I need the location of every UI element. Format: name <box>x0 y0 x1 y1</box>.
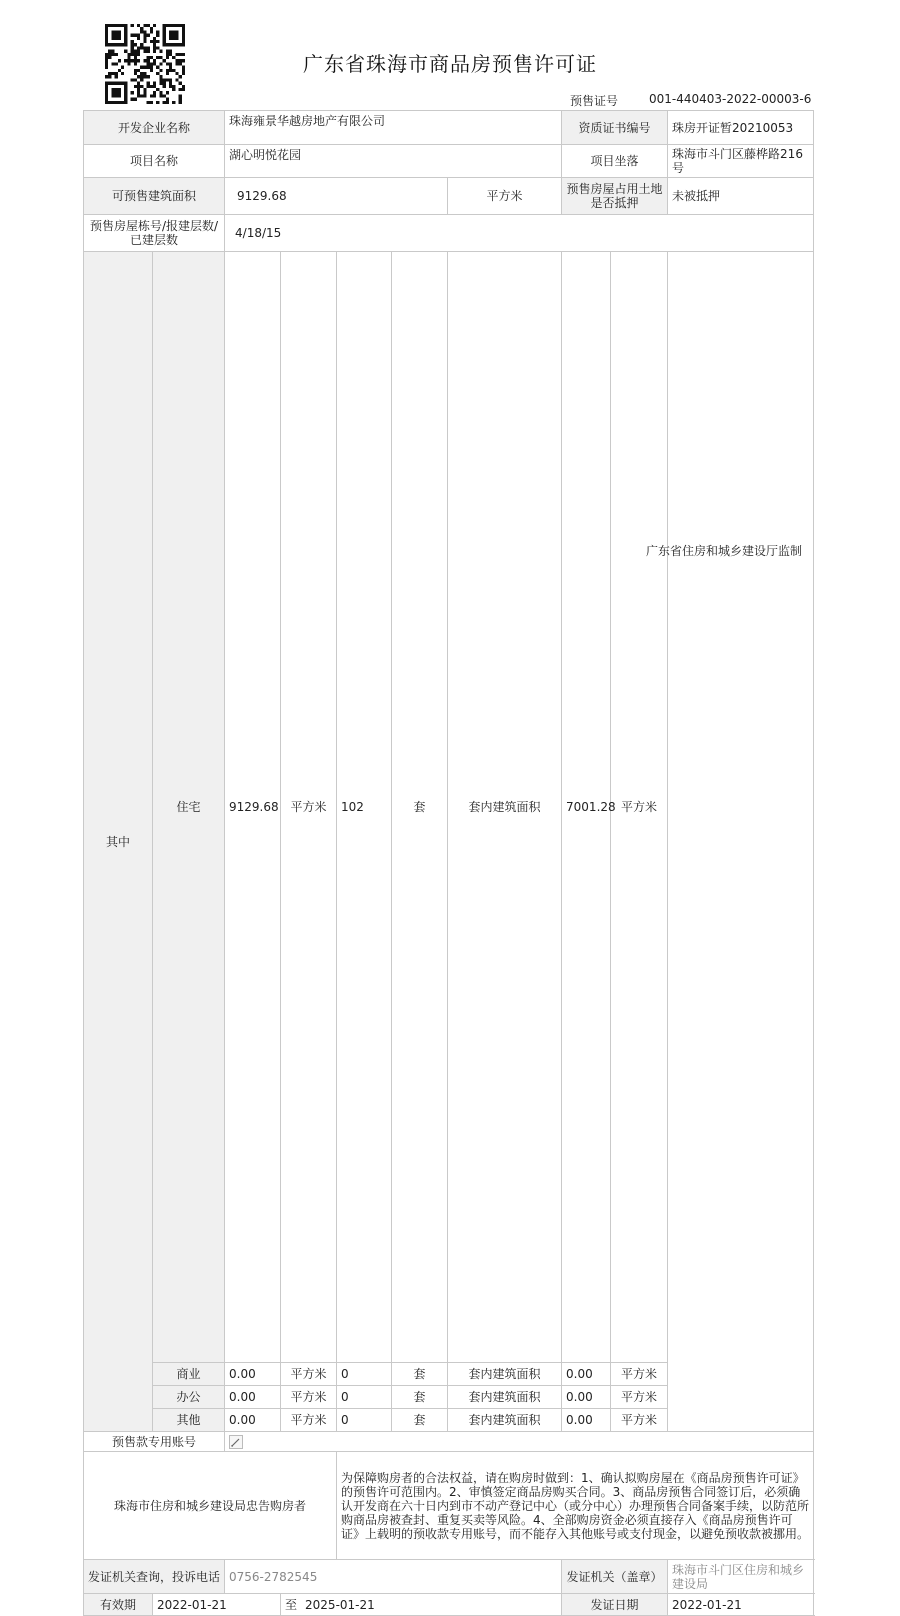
type-label: 其他 <box>153 1409 225 1432</box>
permit-number-label: 预售证号 <box>570 94 619 108</box>
area-unit: 平方米 <box>281 252 337 1363</box>
qualification-label: 资质证书编号 <box>562 111 668 145</box>
inner-area-unit: 平方米 <box>611 1386 668 1409</box>
inner-area-label: 套内建筑面积 <box>448 1409 562 1432</box>
area-label: 可预售建筑面积 <box>84 178 225 215</box>
type-area: 9129.68 <box>225 252 281 1363</box>
project-label: 项目名称 <box>84 145 225 178</box>
inner-area-unit: 平方米 <box>611 252 668 1363</box>
count-unit: 套 <box>392 1386 448 1409</box>
type-count: 102 <box>337 252 392 1363</box>
area-unit: 平方米 <box>281 1409 337 1432</box>
mortgage-value: 未被抵押 <box>668 178 814 215</box>
issuer-value: 珠海市斗门区住房和城乡建设局 <box>668 1560 814 1594</box>
area-value: 9129.68 <box>225 178 448 215</box>
developer-value: 珠海雍景华越房地产有限公司 <box>225 111 562 145</box>
contact-label: 发证机关查询，投诉电话 <box>84 1560 225 1594</box>
area-unit: 平方米 <box>281 1386 337 1409</box>
inner-area-value: 0.00 <box>562 1363 611 1386</box>
footer-text: 广东省住房和城乡建设厅监制 <box>646 544 803 558</box>
area-unit: 平方米 <box>448 178 562 215</box>
inner-area-unit: 平方米 <box>611 1409 668 1432</box>
inner-area-label: 套内建筑面积 <box>448 252 562 1363</box>
floors-value: 4/18/15 <box>225 215 814 252</box>
type-count: 0 <box>337 1386 392 1409</box>
location-value: 珠海市斗门区藤桦路216号 <box>668 145 814 178</box>
account-label: 预售款专用账号 <box>84 1432 225 1452</box>
validity-from: 2022-01-21 <box>153 1594 281 1616</box>
qualification-value: 珠房开证暂20210053 <box>668 111 814 145</box>
inner-area-value: 0.00 <box>562 1386 611 1409</box>
mortgage-label: 预售房屋占用土地是否抵押 <box>562 178 668 215</box>
edit-pencil-icon[interactable] <box>229 1435 243 1449</box>
account-value <box>225 1432 814 1452</box>
count-unit: 套 <box>392 1409 448 1432</box>
floors-label: 预售房屋栋号/报建层数/已建层数 <box>84 215 225 252</box>
permit-number-value: 001-440403-2022-00003-6 <box>649 92 812 106</box>
type-area: 0.00 <box>225 1409 281 1432</box>
count-unit: 套 <box>392 252 448 1363</box>
type-count: 0 <box>337 1363 392 1386</box>
contact-phone: 0756-2782545 <box>225 1560 562 1594</box>
inner-area-value: 0.00 <box>562 1409 611 1432</box>
permit-table <box>83 110 814 1616</box>
notice-label: 珠海市住房和城乡建设局忠告购房者 <box>84 1452 337 1560</box>
count-unit: 套 <box>392 1363 448 1386</box>
validity-to-wrap <box>281 1594 562 1616</box>
type-label: 办公 <box>153 1386 225 1409</box>
page-title: 广东省珠海市商品房预售许可证 <box>303 52 597 76</box>
issue-date-label: 发证日期 <box>562 1594 668 1616</box>
type-area: 0.00 <box>225 1386 281 1409</box>
developer-label: 开发企业名称 <box>84 111 225 145</box>
type-area: 0.00 <box>225 1363 281 1386</box>
validity-to: 2025-01-21 <box>305 1597 375 1612</box>
type-label: 住宅 <box>153 252 225 1363</box>
inner-area-unit: 平方米 <box>611 1363 668 1386</box>
breakdown-group-label: 其中 <box>84 252 153 1432</box>
issuer-label: 发证机关（盖章） <box>562 1560 668 1594</box>
project-value: 湖心明悦花园 <box>225 145 562 178</box>
location-label: 项目坐落 <box>562 145 668 178</box>
type-label: 商业 <box>153 1363 225 1386</box>
issue-date-value: 2022-01-21 <box>668 1594 814 1616</box>
area-unit: 平方米 <box>281 1363 337 1386</box>
inner-area-label: 套内建筑面积 <box>448 1386 562 1409</box>
notice-text: 为保障购房者的合法权益，请在购房时做到：1、确认拟购房屋在《商品房预售许可证》的预售许可范围内。2、审慎签定商品房购买合同。3、商品房预售合同签订后，必须确认开发商在六十日内到市不动产登记中心（或分中心）办理预售合同备案手续，以防范所购商品房被查封、重复买卖等风险。4、全部购房资金必须直接存入《商品房预售许可证》上载明的预收款专用账号，而不能存入其他账号或支付现金，以避免预收款被挪用。 <box>337 1452 814 1560</box>
validity-to-label: 至 <box>285 1597 298 1612</box>
validity-label: 有效期 <box>84 1594 153 1616</box>
type-count: 0 <box>337 1409 392 1432</box>
inner-area-label: 套内建筑面积 <box>448 1363 562 1386</box>
inner-area-value: 7001.28 <box>562 252 611 1363</box>
